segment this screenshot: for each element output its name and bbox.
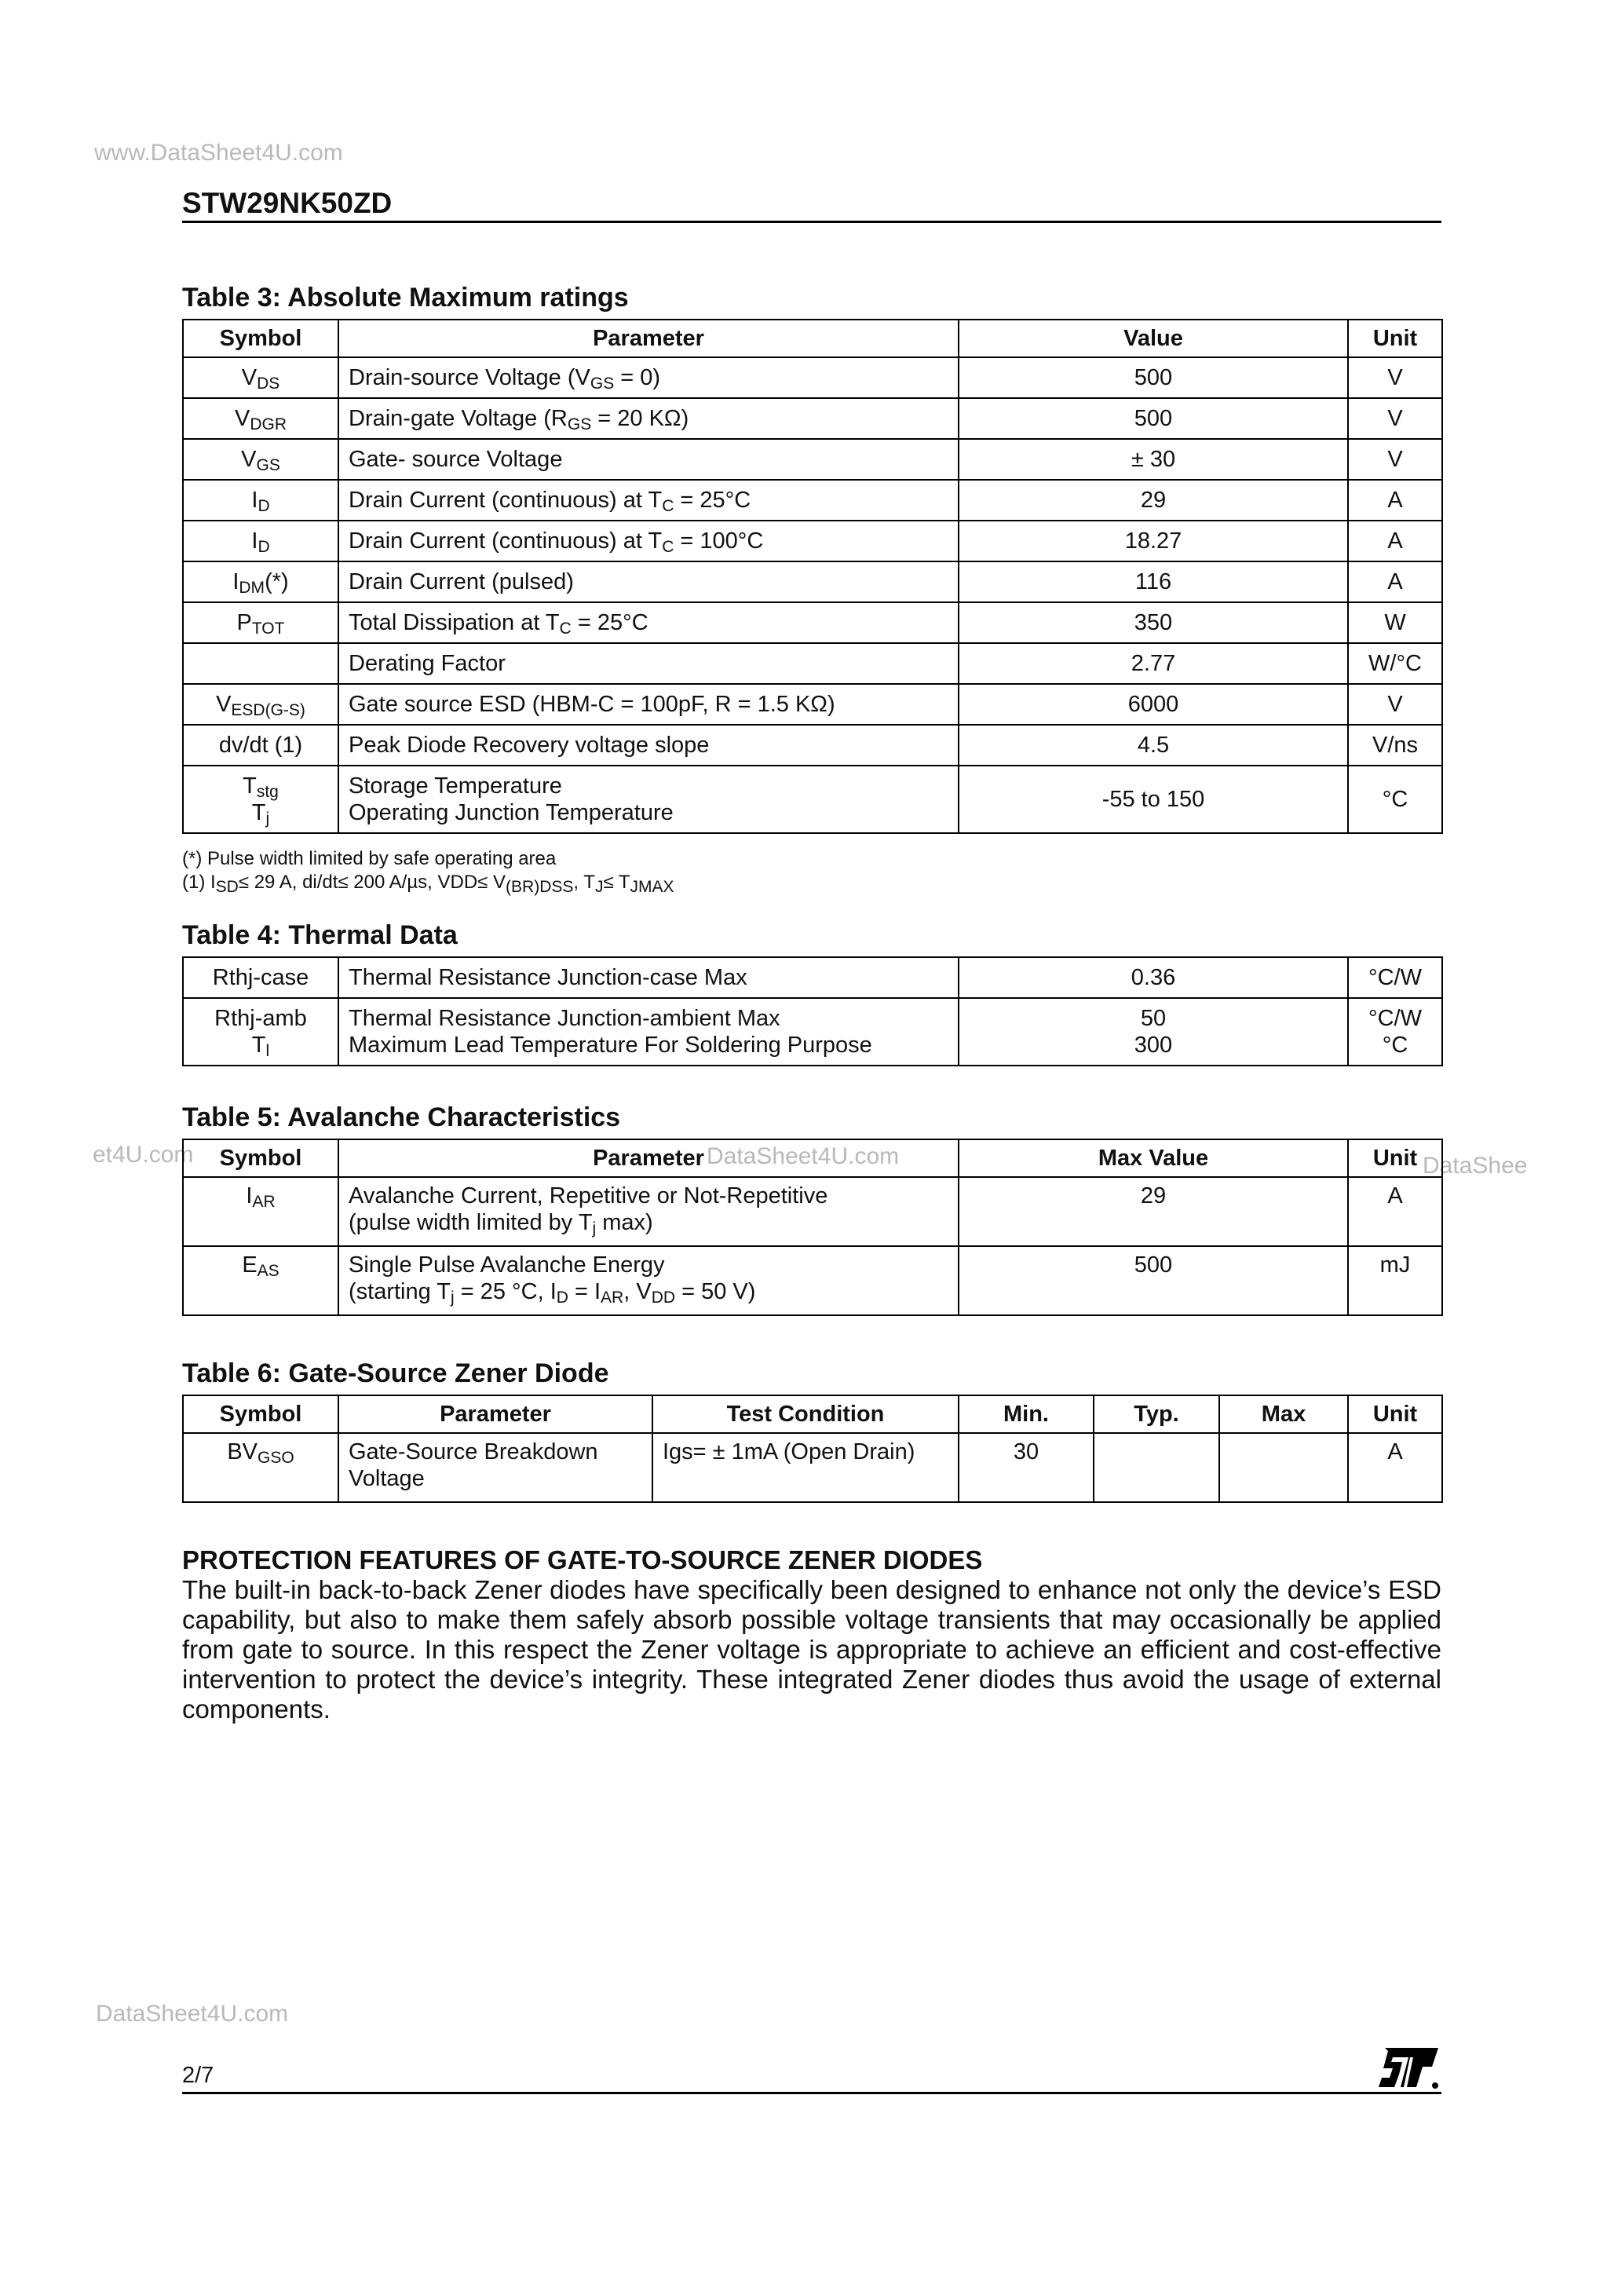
parameter-cell: Total Dissipation at $T_C = 25^\circ C$ <box>338 602 959 643</box>
symbol-cell: $I_D$ <box>183 480 338 521</box>
table5-header-parameter: Parameter <box>338 1139 959 1177</box>
table3-header-value: Value <box>959 320 1348 357</box>
value-cell: 0.36 <box>959 957 1348 998</box>
table3-header-row <box>183 320 1442 357</box>
parameter-cell: Gate source ESD (HBM-C = 100pF, R = 1.5 KΩ) <box>338 684 959 725</box>
page-header-title: STW29NK50ZD <box>182 187 393 219</box>
symbol-cell: $I_{DM}(*)$ <box>183 561 338 602</box>
parameter-cell: Drain Current (pulsed) <box>338 561 959 602</box>
value-cell: 6000 <box>959 684 1348 725</box>
unit-cell: A <box>1348 1433 1442 1502</box>
table6-header-test-condition: Test Condition <box>652 1395 959 1433</box>
value-cell: 29 <box>959 480 1348 521</box>
unit-cell: °C <box>1348 766 1442 833</box>
parameter-cell: Gate-Source Breakdown Voltage <box>338 1433 652 1502</box>
value-cell: 500 <box>959 1246 1348 1315</box>
table5-header-symbol: Symbol <box>183 1139 338 1177</box>
parameter-cell: Drain Current (continuous) at $T_C = 100^\circ C$ <box>338 521 959 561</box>
table6-header-max: Max <box>1219 1395 1348 1433</box>
value-cell: 29 <box>959 1177 1348 1246</box>
value-cell: ± 30 <box>959 439 1348 480</box>
section-title: PROTECTION FEATURES OF GATE-TO-SOURCE ZENER DIODES <box>182 1545 983 1574</box>
table5-header-unit: Unit <box>1348 1139 1442 1177</box>
value-cell: 18.27 <box>959 521 1348 561</box>
table6-header-parameter: Parameter <box>338 1395 652 1433</box>
symbol-cell: $I_D$ <box>183 521 338 561</box>
table-row <box>183 1433 1442 1502</box>
parameter-cell: Storage Temperature Operating Junction Temperature <box>338 766 959 833</box>
unit-cell: A <box>1348 480 1442 521</box>
table6-caption: Table 6: Gate-Source Zener Diode <box>182 1358 609 1388</box>
parameter-cell: Avalanche Current, Repetitive or Not-Repetitive (pulse width limited by $T_j$ max) <box>338 1177 959 1246</box>
symbol-cell: $V_{ESD(G-S)}$ <box>183 684 338 725</box>
st-logo-icon <box>1375 2045 1440 2090</box>
table-row <box>183 602 1442 643</box>
parameter-cell: Peak Diode Recovery voltage slope <box>338 725 959 766</box>
table6-header-typ: Typ. <box>1094 1395 1219 1433</box>
unit-cell: V <box>1348 357 1442 398</box>
table3-note-pulse: (*) Pulse width limited by safe operating area <box>182 848 557 869</box>
table3-note-dvdt: (1) $I_{SD}\le 29$ A, di/dt≤ 200 A/µs, $VDD\le V_{(BR)DSS}$, $T_J\le T_{JMAX}$ <box>182 872 674 896</box>
table-row <box>183 643 1442 684</box>
value-cell: -55 to 150 <box>959 766 1348 833</box>
table-row <box>183 998 1442 1066</box>
value-cell: 350 <box>959 602 1348 643</box>
parameter-cell: Thermal Resistance Junction-case Max <box>338 957 959 998</box>
table6-header-symbol: Symbol <box>183 1395 338 1433</box>
unit-cell: V <box>1348 439 1442 480</box>
parameter-cell: Thermal Resistance Junction-ambient Max Maximum Lead Temperature For Soldering Purpose <box>338 998 959 1066</box>
parameter-cell: Drain-source Voltage $(V_{GS} = 0)$ <box>338 357 959 398</box>
table6-gate-source-zener-diode <box>182 1395 1443 1503</box>
table-row <box>183 725 1442 766</box>
parameter-cell: Drain Current (continuous) at $T_C = 25^\circ C$ <box>338 480 959 521</box>
symbol-cell: $I_{AR}$ <box>183 1177 338 1246</box>
page-number: 2/7 <box>182 2063 214 2088</box>
unit-cell: A <box>1348 521 1442 561</box>
symbol-cell: $BV_{GSO}$ <box>183 1433 338 1502</box>
table-row <box>183 561 1442 602</box>
unit-cell: V/ns <box>1348 725 1442 766</box>
unit-cell: °C/W <box>1348 957 1442 998</box>
table-row <box>183 357 1442 398</box>
test-condition-cell: Igs= ± 1mA (Open Drain) <box>652 1433 959 1502</box>
symbol-cell: $T_{stg}$ $T_j$ <box>183 766 338 833</box>
table5-caption: Table 5: Avalanche Characteristics <box>182 1102 621 1132</box>
symbol-cell: Rthj-amb $T_l$ <box>183 998 338 1066</box>
table-row <box>183 398 1442 439</box>
table-row <box>183 1177 1442 1246</box>
table3-caption: Table 3: Absolute Maximum ratings <box>182 283 629 313</box>
unit-cell: W <box>1348 602 1442 643</box>
footer-rule <box>182 2092 1441 2094</box>
table5-avalanche-characteristics <box>182 1139 1443 1316</box>
table6-header-unit: Unit <box>1348 1395 1442 1433</box>
table6-header-min: Min. <box>959 1395 1094 1433</box>
max-cell <box>1219 1433 1348 1502</box>
value-cell: 50 300 <box>959 998 1348 1066</box>
header-rule <box>182 221 1441 223</box>
table4-thermal-data <box>182 956 1443 1066</box>
symbol-cell: $V_{DGR}$ <box>183 398 338 439</box>
table-row <box>183 957 1442 998</box>
unit-cell: V <box>1348 684 1442 725</box>
watermark-right-fragment: DataShee <box>1423 1153 1528 1179</box>
value-cell: 116 <box>959 561 1348 602</box>
value-cell: 500 <box>959 357 1348 398</box>
table-row <box>183 521 1442 561</box>
table5-header-row <box>183 1139 1442 1177</box>
parameter-cell: Gate- source Voltage <box>338 439 959 480</box>
watermark-middle: DataSheet4U.com <box>707 1143 900 1169</box>
parameter-cell: Single Pulse Avalanche Energy (starting $T_j = 25$ °C, $I_D = I_{AR}$, $V_{DD} = 50$ V) <box>338 1246 959 1315</box>
unit-cell: A <box>1348 561 1442 602</box>
symbol-cell: $P_{TOT}$ <box>183 602 338 643</box>
watermark-bottom: DataSheet4U.com <box>96 2001 289 2027</box>
value-cell: 4.5 <box>959 725 1348 766</box>
symbol-cell: $E_{AS}$ <box>183 1246 338 1315</box>
table3-header-unit: Unit <box>1348 320 1442 357</box>
parameter-cell: Drain-gate Voltage ($R_{GS} = 20$ KΩ) <box>338 398 959 439</box>
table-row <box>183 439 1442 480</box>
section-body: The built-in back-to-back Zener diodes have specifically been designed to enhance not only the device’s ESD capability, but also to make them safely absorb possible voltage transients that may occasionally be applied from gate to source. In this respect the Zener voltage is appropriate to achieve an efficient and cost-effective intervention to protect the device’s integrity. These integrated Zener diodes thus avoid the usage of external components. <box>182 1575 1441 1724</box>
table5-header-max-value: Max Value <box>959 1139 1348 1177</box>
table-row <box>183 480 1442 521</box>
unit-cell: mJ <box>1348 1246 1442 1315</box>
watermark-left-fragment: et4U.com <box>93 1142 194 1168</box>
parameter-cell: Derating Factor <box>338 643 959 684</box>
symbol-cell: $V_{GS}$ <box>183 439 338 480</box>
symbol-cell: dv/dt (1) <box>183 725 338 766</box>
unit-cell: V <box>1348 398 1442 439</box>
table-row <box>183 684 1442 725</box>
table-row <box>183 766 1442 833</box>
table6-header-row <box>183 1395 1442 1433</box>
unit-cell: °C/W °C <box>1348 998 1442 1066</box>
typ-cell <box>1094 1433 1219 1502</box>
watermark-top: www.DataSheet4U.com <box>94 140 343 166</box>
table-row <box>183 1246 1442 1315</box>
min-cell: 30 <box>959 1433 1094 1502</box>
unit-cell: W/°C <box>1348 643 1442 684</box>
table4-caption: Table 4: Thermal Data <box>182 920 458 950</box>
symbol-cell <box>183 643 338 684</box>
table3-header-parameter: Parameter <box>338 320 959 357</box>
table3-absolute-maximum-ratings <box>182 319 1443 834</box>
value-cell: 2.77 <box>959 643 1348 684</box>
unit-cell: A <box>1348 1177 1442 1246</box>
symbol-cell: Rthj-case <box>183 957 338 998</box>
symbol-cell: $V_{DS}$ <box>183 357 338 398</box>
value-cell: 500 <box>959 398 1348 439</box>
table3-header-symbol: Symbol <box>183 320 338 357</box>
